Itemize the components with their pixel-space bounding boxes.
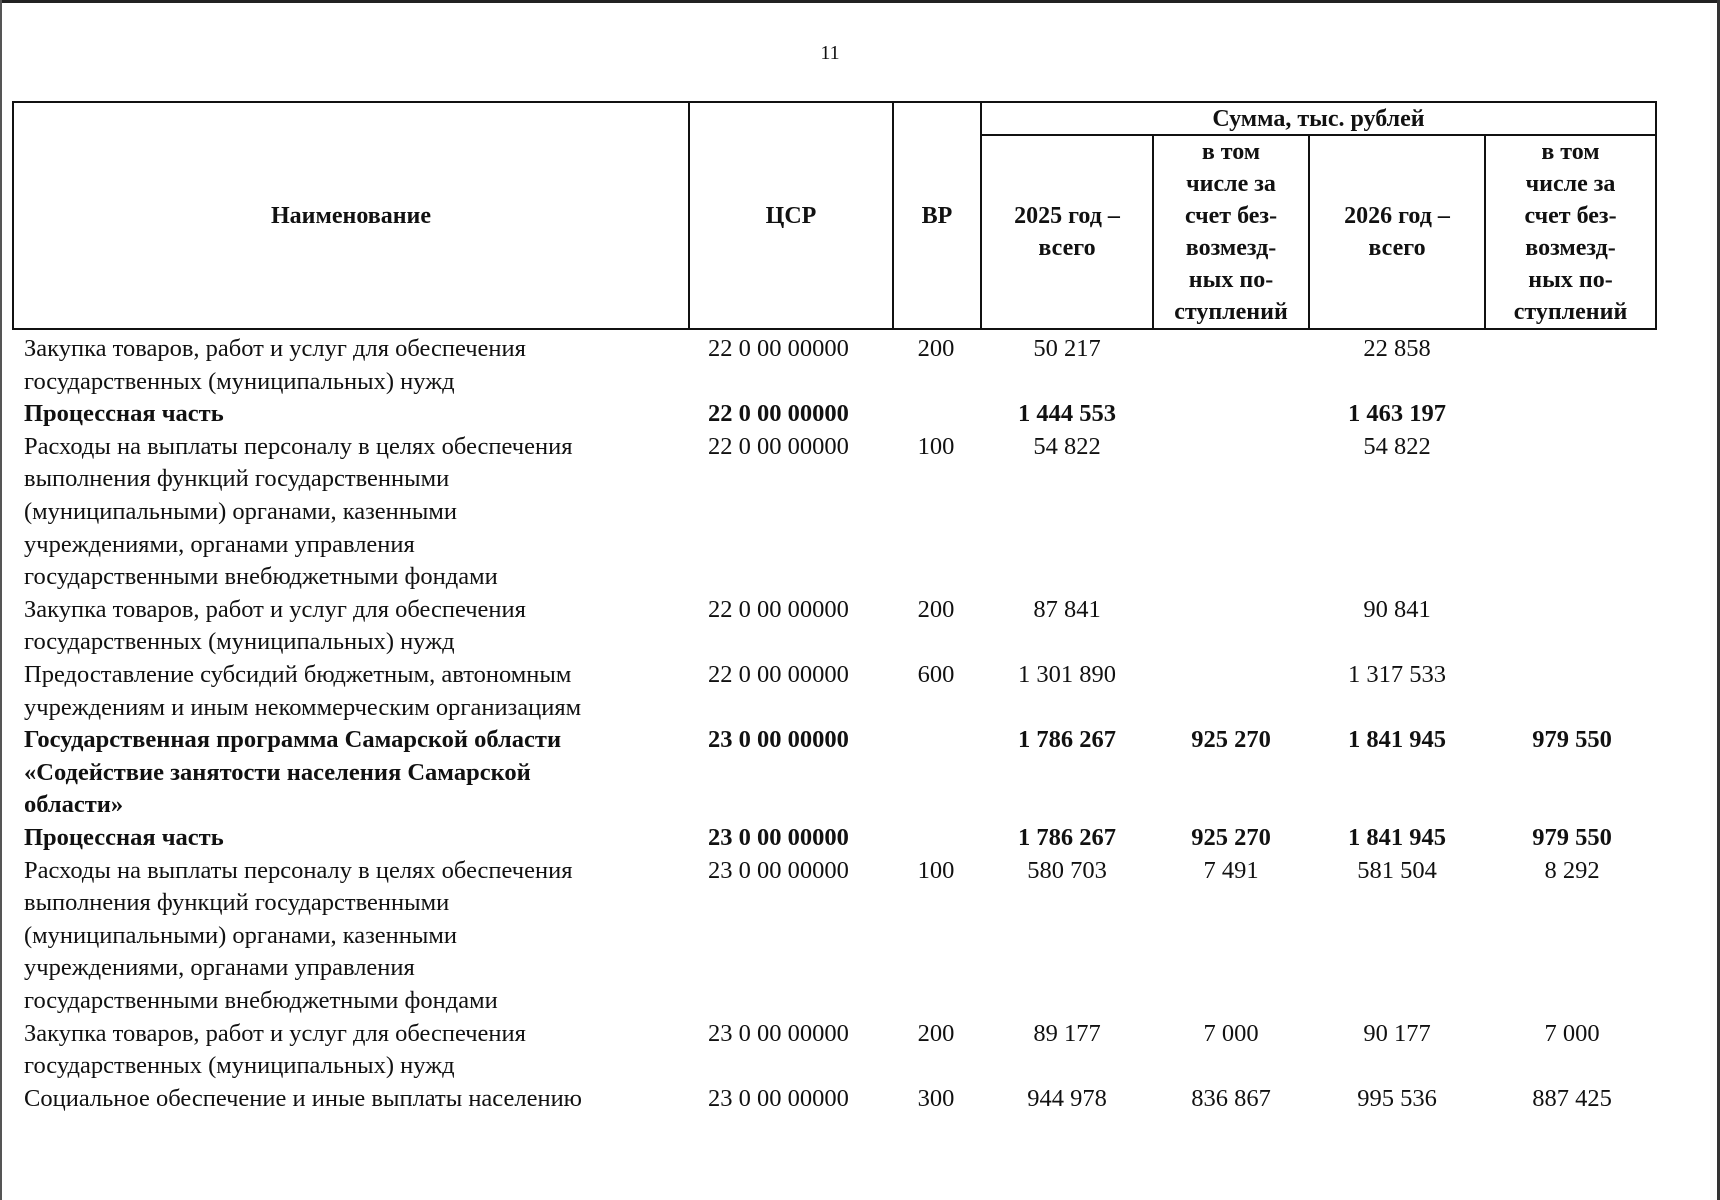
row-name: Закупка товаров, работ и услуг для обеспечения государственных (муниципальных) нужд	[24, 335, 526, 395]
header-vr: ВР	[921, 202, 953, 229]
row-2026-free: 8 292	[1544, 856, 1600, 884]
row-vr: 300	[917, 1084, 955, 1112]
header-2025-total: 2025 год – всего	[1014, 203, 1120, 261]
page-number: 11	[820, 42, 840, 64]
row-2025-total: 89 177	[1033, 1019, 1101, 1047]
row-name: Расходы на выплаты персоналу в целях обеспечения выполнения функций государственными (муниципальными) органами, казенными учреждениями, органами управления государственными внебюджетными фондами	[24, 856, 573, 1014]
row-csr: 23 0 00 00000	[708, 726, 849, 754]
row-2026-free: 979 550	[1532, 726, 1612, 754]
table-row	[0, 398, 1720, 431]
row-csr: 22 0 00 00000	[708, 595, 849, 623]
row-2026-free: 887 425	[1532, 1084, 1612, 1112]
row-name: Государственная программа Самарской области «Содействие занятости населения Самарской области»	[24, 726, 562, 819]
row-2026-total: 22 858	[1363, 335, 1431, 362]
row-2026-total: 1 463 197	[1348, 400, 1446, 428]
row-csr: 22 0 00 00000	[708, 335, 849, 362]
row-2025-total: 1 786 267	[1018, 726, 1116, 754]
table-row	[0, 659, 1720, 724]
row-vr: 100	[917, 856, 955, 884]
row-name: Расходы на выплаты персоналу в целях обеспечения выполнения функций государственными (муниципальными) органами, казенными учреждениями, органами управления государственными внебюджетными фондами	[24, 432, 573, 591]
row-2025-total: 580 703	[1027, 856, 1107, 884]
row-vr: 200	[917, 595, 955, 623]
row-2025-free: 7 000	[1203, 1019, 1259, 1047]
row-csr: 23 0 00 00000	[708, 823, 849, 851]
row-2026-total: 90 841	[1363, 595, 1431, 623]
row-csr: 23 0 00 00000	[708, 856, 849, 884]
header-border-right	[1655, 101, 1657, 330]
table-row	[0, 1083, 1720, 1116]
header-bottom-border	[12, 328, 1657, 330]
row-2025-free: 836 867	[1191, 1084, 1271, 1112]
table-header	[12, 101, 1657, 330]
row-vr: 200	[917, 335, 955, 362]
table-row	[0, 594, 1720, 659]
row-name: Процессная часть	[24, 823, 224, 851]
row-2026-total: 1 841 945	[1348, 726, 1446, 754]
row-2025-total: 87 841	[1033, 595, 1101, 623]
table-body	[0, 333, 1720, 1115]
header-csr: ЦСР	[765, 202, 817, 229]
row-name: Закупка товаров, работ и услуг для обеспечения государственных (муниципальных) нужд	[24, 1019, 526, 1080]
table-row	[0, 333, 1720, 398]
row-2026-total: 54 822	[1363, 432, 1431, 460]
row-2025-total: 1 301 890	[1018, 660, 1116, 688]
row-2026-total: 90 177	[1363, 1019, 1431, 1047]
row-2026-free: 7 000	[1544, 1019, 1600, 1047]
row-2025-free: 925 270	[1191, 726, 1271, 754]
row-csr: 23 0 00 00000	[708, 1019, 849, 1047]
page-top-edge	[0, 0, 1720, 3]
row-2026-total: 581 504	[1357, 856, 1437, 884]
table-row	[0, 822, 1720, 855]
row-name: Предоставление субсидий бюджетным, автономным учреждениям и иным некоммерческим организациям	[24, 660, 582, 721]
table-row	[0, 431, 1720, 594]
header-2026-total: 2026 год – всего	[1344, 203, 1450, 261]
row-2026-free: 979 550	[1532, 823, 1612, 851]
row-2026-total: 995 536	[1357, 1084, 1437, 1112]
table-row	[0, 855, 1720, 1018]
row-name: Социальное обеспечение и иные выплаты населению	[24, 1084, 582, 1112]
table-row	[0, 1018, 1720, 1083]
row-2025-total: 944 978	[1027, 1084, 1107, 1112]
row-csr: 22 0 00 00000	[708, 400, 849, 428]
row-name: Процессная часть	[24, 400, 224, 428]
header-2026-free: в том числе за счет без- возмезд- ных по- ступлений	[1513, 139, 1628, 325]
row-vr: 200	[917, 1019, 955, 1047]
row-2026-total: 1 841 945	[1348, 823, 1446, 851]
row-2025-total: 1 444 553	[1018, 400, 1116, 428]
header-name: Наименование	[271, 202, 431, 229]
row-name: Закупка товаров, работ и услуг для обеспечения государственных (муниципальных) нужд	[24, 595, 526, 656]
row-2026-total: 1 317 533	[1348, 660, 1446, 688]
row-csr: 22 0 00 00000	[708, 432, 849, 460]
row-2025-total: 54 822	[1033, 432, 1101, 460]
header-sum-group: Сумма, тыс. рублей	[1212, 105, 1425, 132]
row-vr: 600	[917, 660, 955, 688]
row-2025-free: 7 491	[1203, 856, 1259, 884]
row-2025-total: 1 786 267	[1018, 823, 1116, 851]
row-2025-free: 925 270	[1191, 823, 1271, 851]
row-csr: 23 0 00 00000	[708, 1084, 849, 1112]
row-vr: 100	[917, 432, 955, 460]
row-2025-total: 50 217	[1033, 335, 1101, 362]
header-2025-free: в том числе за счет без- возмезд- ных по- ступлений	[1174, 139, 1288, 325]
row-csr: 22 0 00 00000	[708, 660, 849, 688]
table-row	[0, 724, 1720, 822]
